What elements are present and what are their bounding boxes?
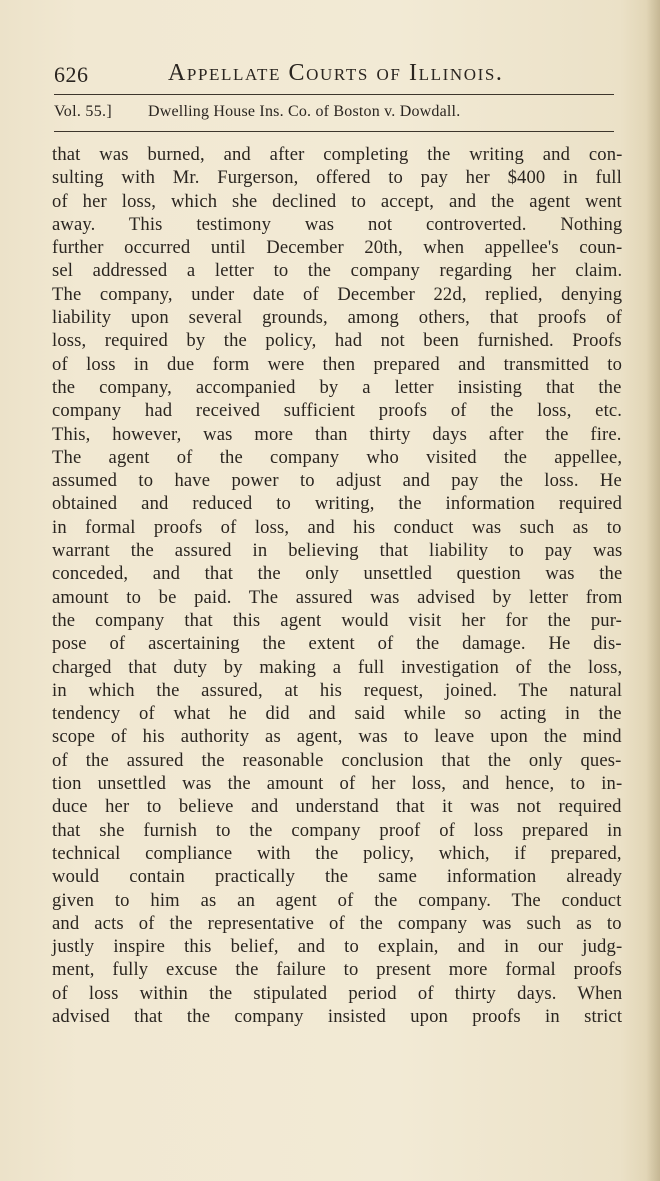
text-line: away. This testimony was not controverted. Nothing — [52, 213, 623, 235]
text-line: warrant the assured in believing that liability to pay was — [52, 540, 623, 562]
text-line: given to him as an agent of the company. The conduct — [52, 889, 622, 911]
text-line: of loss within the stipulated period of thirty days. When — [52, 982, 623, 1004]
text-line: would contain practically the same information already — [52, 866, 623, 888]
text-line: tendency of what he did and said while so acting in the — [52, 703, 622, 725]
text-line: in which the assured, at his request, joined. The natural — [52, 679, 623, 701]
text-line: amount to be paid. The assured was advised by letter from — [52, 586, 623, 608]
text-line: and acts of the representative of the company was such as to — [52, 912, 622, 934]
page-number: 626 — [54, 62, 89, 87]
text-line: advised that the company insisted upon proofs in strict — [52, 1005, 623, 1027]
text-line: in formal proofs of loss, and his conduct was such as to — [52, 516, 622, 538]
header-rule — [54, 94, 614, 95]
text-line: assumed to have power to adjust and pay the loss. He — [52, 470, 622, 492]
case-caption — [54, 103, 614, 127]
text-line: obtained and reduced to writing, the information required — [52, 493, 623, 515]
text-line: that was burned, and after completing the writing and con- — [52, 144, 623, 165]
opinion-text — [52, 143, 622, 1028]
text-line: further occurred until December 20th, when appellee's coun- — [52, 237, 623, 259]
text-line: scope of his authority as agent, was to leave upon the mind — [52, 726, 622, 748]
text-line: loss, required by the policy, had not been furnished. Proofs — [52, 330, 622, 352]
volume-number: Vol. 55.] — [54, 103, 112, 120]
running-head — [54, 56, 614, 90]
text-line: charged that duty by making a full investigation of the loss, — [52, 656, 623, 678]
text-line: ment, fully excuse the failure to present more formal proofs — [52, 959, 623, 981]
page-edge-shadow — [646, 0, 660, 1181]
text-line: sulting with Mr. Furgerson, offered to pay her $400 in full — [52, 167, 622, 189]
text-line: conceded, and that the only unsettled question was the — [52, 563, 623, 585]
text-line: the company, accompanied by a letter insisting that the — [52, 376, 622, 398]
text-line: technical compliance with the policy, which, if prepared, — [52, 842, 622, 864]
text-line: tion unsettled was the amount of her loss, and hence, to in- — [52, 773, 623, 795]
text-line: company had received sufficient proofs of the loss, etc. — [52, 400, 623, 422]
text-line: The company, under date of December 22d, replied, denying — [52, 283, 623, 305]
text-line: the company that this agent would visit her for the pur- — [52, 609, 623, 631]
text-line: sel addressed a letter to the company regarding her claim. — [52, 260, 623, 282]
text-line: This, however, was more than thirty days after the fire. — [52, 423, 622, 445]
case-name: Dwelling House Ins. Co. of Boston v. Dowdall. — [148, 103, 461, 120]
caption-rule — [54, 131, 614, 132]
text-line: justly inspire this belief, and to explain, and in our judg- — [52, 936, 623, 958]
text-line: The agent of the company who visited the appellee, — [52, 446, 623, 468]
text-line: that she furnish to the company proof of loss prepared in — [52, 819, 622, 841]
text-line: liability upon several grounds, among others, that proofs of — [52, 307, 623, 329]
text-line: pose of ascertaining the extent of the damage. He dis- — [52, 633, 622, 655]
running-title: Appellate Courts of Illinois. — [168, 60, 504, 86]
text-line: of her loss, which she declined to accept, and the agent went — [52, 190, 622, 212]
text-line: of the assured the reasonable conclusion that the only ques- — [52, 749, 622, 771]
text-line: duce her to believe and understand that it was not required — [52, 796, 622, 818]
text-line: of loss in due form were then prepared and transmitted to — [52, 353, 623, 375]
